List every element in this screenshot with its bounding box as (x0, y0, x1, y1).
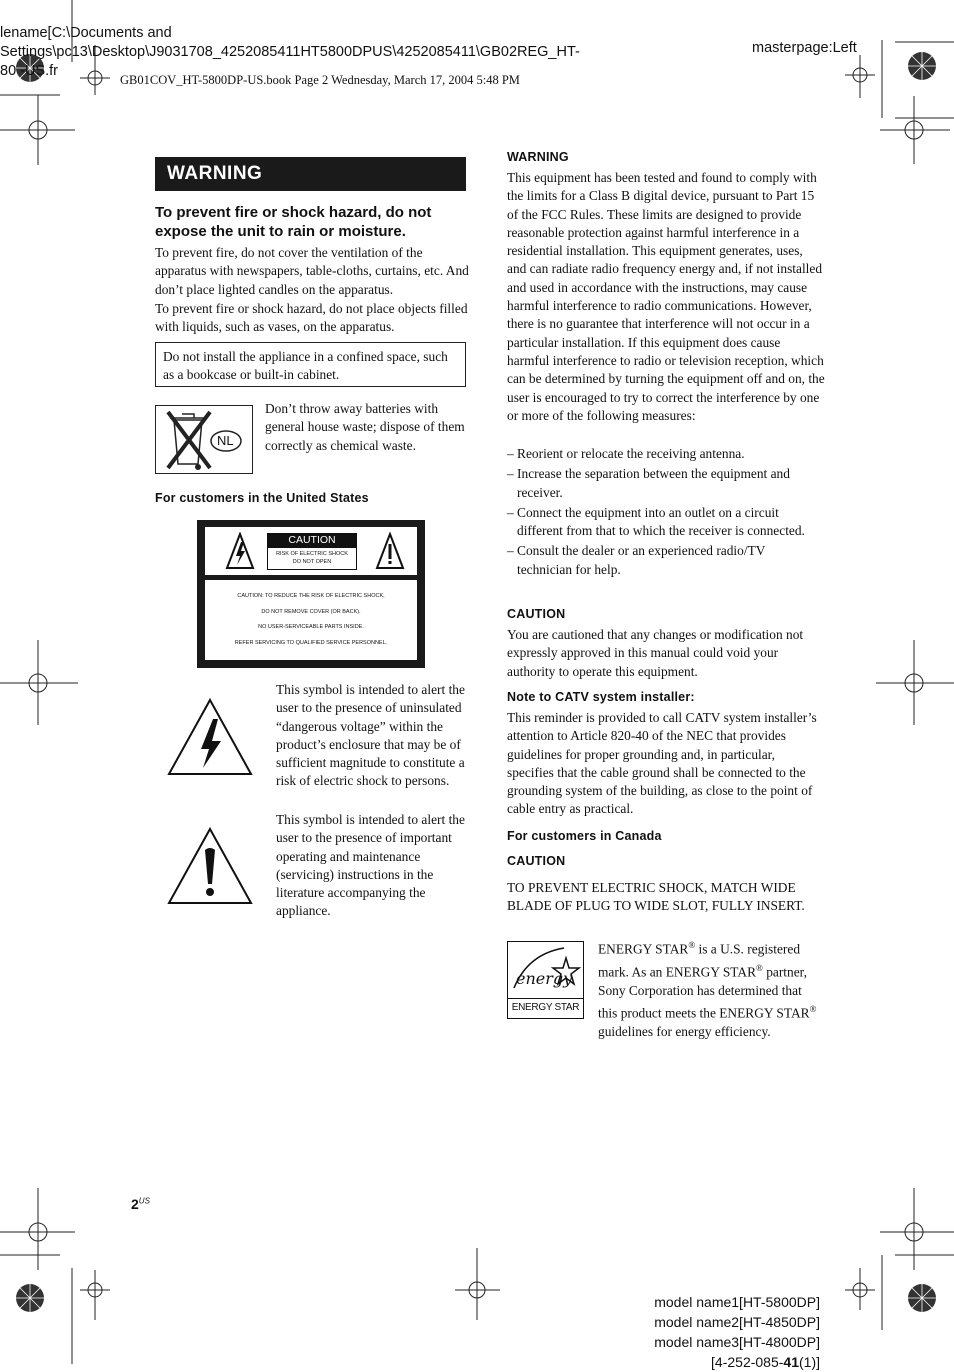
filename-line-2: Settings\pc13\Desktop\J9031708_4252085411HT5800DPUS\4252085411\GB02REG_HT- (0, 44, 580, 60)
caution-label-title: CAUTION (267, 533, 357, 547)
canada-heading: For customers in Canada (507, 829, 662, 843)
masterpage-label: masterpage:Left (752, 40, 857, 56)
caution-label (197, 520, 425, 668)
measure-item: – Connect the equipment into an outlet on a circuit different from that to which the receiver is connected. (507, 504, 805, 539)
fcc-text: This equipment has been tested and found to comply with the limits for a Class B digital device, pursuant to Part 15 of the FCC Rules. These limits are designed to provide reasonable protection against harmful interference in a residential installation. This equipment generates, uses, and can radiate radio frequency energy and, if not installed and used in accordance with the instructions, may cause harmful interference to radio communications. However, there is no guarantee that interference will not occur in a particular installation. If this equipment does cause harmful interference to radio or television reception, which can be determined by turning the equipment off and on, the user is encouraged to try to correct the interference by one or more of the following measures: (507, 170, 825, 423)
caution-label-sub2: DO NOT OPEN (292, 559, 332, 565)
reg-mark: ® (688, 940, 696, 950)
fire-shock-lead: To prevent fire or shock hazard, do not expose the unit to rain or moisture. (155, 204, 432, 240)
battery-disposal-icon (155, 405, 253, 474)
liquid-paragraph: To prevent fire or shock hazard, do not place objects filled with liquids, such as vases, on the apparatus. (155, 301, 468, 335)
energy-star-text (598, 936, 823, 1041)
page-number (131, 1196, 150, 1212)
filename-line-3: 80 -US.fr (0, 63, 59, 79)
fcc-warning-heading: WARNING (507, 150, 569, 164)
energy-star-text-2: is a U.S. registered mark. As an (598, 941, 801, 980)
caution-label-line-2: DO NOT REMOVE COVER (OR BACK). (261, 608, 361, 615)
page-number-suffix: US (138, 1196, 150, 1206)
measure-item: – Increase the separation between the equipment and receiver. (507, 466, 790, 500)
exclamation-symbol-text: This symbol is intended to alert the user to the presence of important operating and maintenance (servicing) instructions in the literature accompanying the appliance. (276, 812, 465, 919)
reg-mark: ® (809, 1003, 817, 1014)
energy-star-text-4: partner, Sony Corporation has determined that this product meets the (598, 964, 807, 1021)
part-number-prefix: [4-252-085- (711, 1354, 784, 1370)
dangerous-voltage-icon (165, 697, 255, 777)
energy-star-logo (507, 941, 584, 1019)
energy-star-mark-3: ENERGY STAR (719, 1005, 810, 1021)
model-name-2: model name2[HT-4850DP] (654, 1314, 820, 1330)
exclamation-triangle-icon (375, 532, 405, 570)
caution-label-top (205, 527, 417, 575)
us-customers-heading: For customers in the United States (155, 491, 369, 505)
filename-line-1: lename[C:\Documents and (0, 25, 172, 41)
part-number-suffix: (1)] (799, 1354, 820, 1370)
fcc-measures-list (507, 445, 823, 579)
energy-star-text-6: guidelines for energy efficiency. (598, 1023, 771, 1039)
measure-item: – Reorient or relocate the receiving antenna. (507, 446, 745, 461)
caution-heading: CAUTION (507, 607, 566, 621)
part-number (560, 1352, 820, 1372)
book-info: GB01COV_HT-5800DP-US.book Page 2 Wednesday, March 17, 2004 5:48 PM (120, 73, 520, 87)
canada-text: TO PREVENT ELECTRIC SHOCK, MATCH WIDE BLADE OF PLUG TO WIDE SLOT, FULLY INSERT. (507, 880, 805, 914)
catv-text: This reminder is provided to call CATV system installer’s attention to Article 820-40 of the NEC that provides guidelines for proper grounding and, in particular, specifies that the cable ground shall be connected to the grounding system of the building, as close to the point of cable entry as practical. (507, 710, 817, 817)
battery-nl-label: NL (217, 433, 234, 448)
caution-label-line-4: REFER SERVICING TO QUALIFIED SERVICE PERSONNEL. (234, 639, 388, 646)
confined-space-box: Do not install the appliance in a confined space, such as a bookcase or built-in cabinet. (155, 342, 466, 387)
battery-text: Don’t throw away batteries with general house waste; dispose of them correctly as chemical waste. (265, 401, 465, 453)
caution-label-sub1: RISK OF ELECTRIC SHOCK (276, 551, 348, 557)
measure-item: – Consult the dealer or an experienced radio/TV technician for help. (507, 543, 766, 577)
exclamation-icon (165, 826, 255, 906)
voltage-symbol-text: This symbol is intended to alert the user to the presence of uninsulated “dangerous voltage” within the product’s enclosure that may be of sufficient magnitude to constitute a risk of electric shock to persons. (276, 682, 465, 789)
canada-caution-heading: CAUTION (507, 854, 566, 868)
part-number-bold: 41 (783, 1354, 799, 1370)
lightning-triangle-icon (225, 532, 255, 570)
model-names (560, 1292, 820, 1372)
model-name-1: model name1[HT-5800DP] (654, 1294, 820, 1310)
page-number-value: 2 (131, 1196, 139, 1212)
energy-star-logo-text: ENERGY STAR (508, 998, 583, 1016)
energy-star-mark-2: ENERGY STAR (665, 964, 756, 980)
svg-text:energy: energy (516, 969, 573, 988)
energy-star-mark-1: ENERGY STAR (598, 941, 689, 957)
caution-label-line-1: CAUTION: TO REDUCE THE RISK OF ELECTRIC SHOCK, (237, 593, 385, 599)
caution-label-bottom (205, 580, 417, 660)
catv-heading: Note to CATV system installer: (507, 690, 695, 704)
caution-label-line-3: NO USER-SERVICEABLE PARTS INSIDE. (258, 624, 364, 630)
model-name-3: model name3[HT-4800DP] (654, 1334, 820, 1350)
warning-title-bar: WARNING (155, 157, 466, 191)
fire-paragraph: To prevent fire, do not cover the ventilation of the apparatus with newspapers, table-cloths, curtains, etc. And don’t place lighted candles on the apparatus. (155, 245, 469, 297)
reg-mark: ® (756, 962, 763, 973)
caution-text: You are cautioned that any changes or modification not expressly approved in this manual could void your authority to operate this equipment. (507, 627, 804, 679)
